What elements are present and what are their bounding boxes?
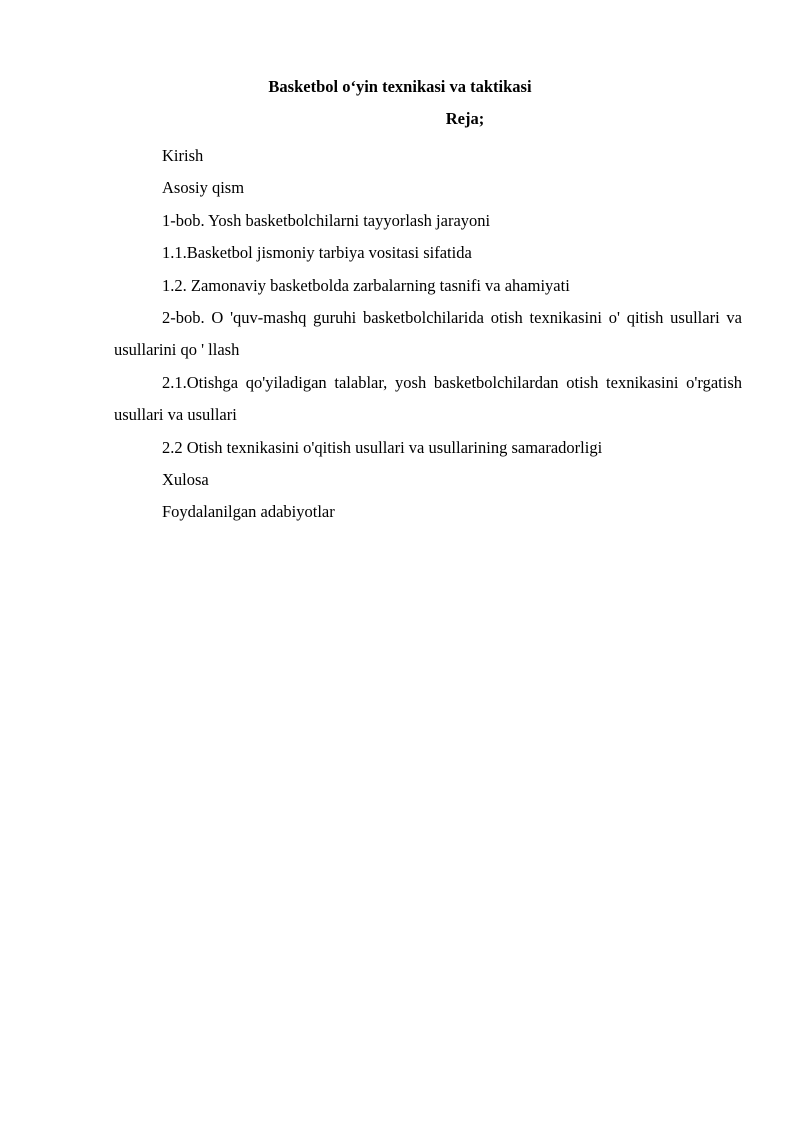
toc-item-chapter-1: 1-bob. Yosh basketbolchilarni tayyorlash jarayoni bbox=[162, 210, 491, 230]
table-of-contents bbox=[114, 140, 742, 529]
toc-item-section-1-2: 1.2. Zamonaviy basketbolda zarbalarning tasnifi va ahamiyati bbox=[162, 275, 570, 295]
toc-item-main-part: Asosiy qism bbox=[162, 178, 245, 198]
toc-item-conclusion: Xulosa bbox=[162, 470, 209, 490]
toc-item-section-1-1: 1.1.Basketbol jismoniy tarbiya vositasi sifatida bbox=[162, 243, 472, 263]
toc-item-section-2-1: 2.1.Otishga qo'yiladigan talablar, yosh basketbolchilardan otish texnikasini o'rgatish usullari va usullari bbox=[114, 372, 742, 425]
document-title: Basketbol o‘yin texnikasi va taktikasi bbox=[268, 77, 532, 96]
toc-item-section-2-2: 2.2 Otish texnikasini o'qitish usullari va usullarining samaradorligi bbox=[162, 437, 603, 457]
toc-item-introduction: Kirish bbox=[162, 146, 204, 165]
plan-heading: Reja; bbox=[445, 109, 485, 128]
toc-item-chapter-2: 2-bob. O 'quv-mashq guruhi basketbolchilarida otish texnikasini o' qitish usullari va usullarini qo ' llash bbox=[114, 308, 742, 360]
toc-item-references: Foydalanilgan adabiyotlar bbox=[162, 502, 335, 522]
